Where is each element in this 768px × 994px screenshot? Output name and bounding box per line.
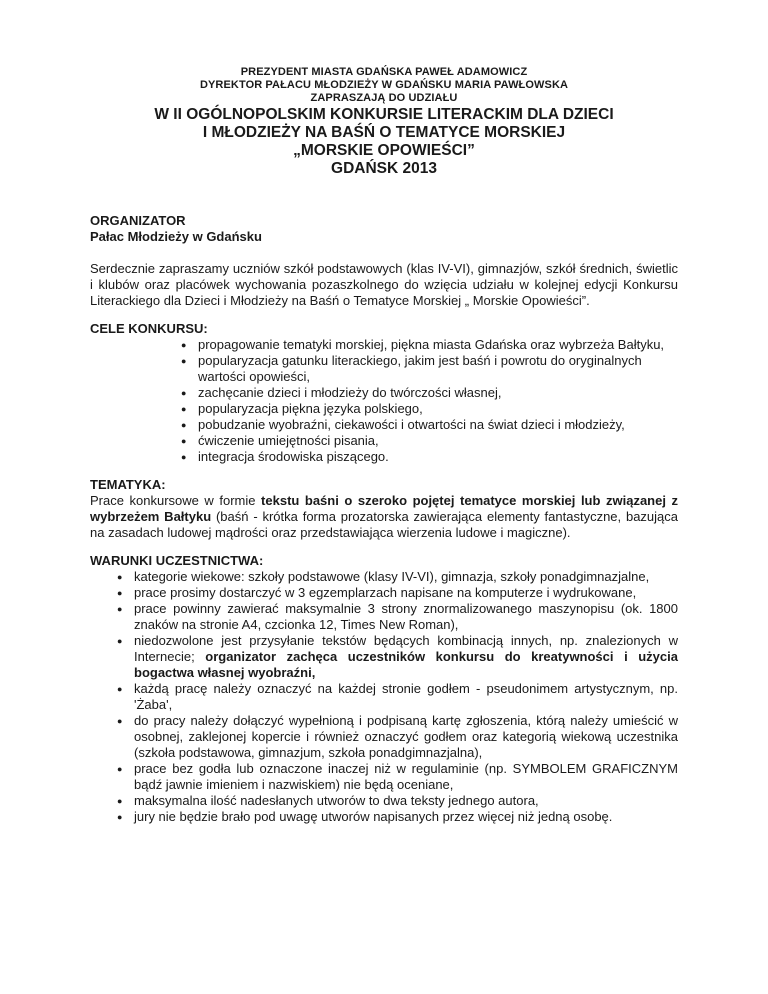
organizer-name: Pałac Młodzieży w Gdańsku (90, 229, 262, 244)
theme-text-2: (baśń - krótka forma prozatorska zawierająca elementy fantastyczne, bazująca na zasadach ludowej mądrości oraz przedstawiająca wierzenia ludowe i magiczne). (90, 509, 679, 540)
bullet-icon: ● (181, 420, 187, 430)
goal-text: integracja środowiska piszącego. (198, 449, 389, 464)
condition-text: niedozwolone jest przysyłanie tekstów będących kombinacją innych, np. znalezionych w Internecie; (134, 633, 678, 664)
contest-title-line-3: „MORSKIE OPOWIEŚCI” (293, 142, 475, 159)
list-item (181, 449, 678, 465)
bullet-icon: ● (117, 636, 123, 646)
list-item (117, 793, 678, 809)
theme-heading: TEMATYKA: (90, 477, 166, 492)
bullet-icon: ● (181, 436, 187, 446)
list-item (181, 353, 678, 385)
bullet-icon: ● (117, 764, 123, 774)
bullet-icon: ● (117, 588, 123, 598)
goal-text: propagowanie tematyki morskiej, piękna miasta Gdańska oraz wybrzeża Bałtyku, (198, 337, 665, 352)
theme-text-1: Prace konkursowe w formie (90, 493, 262, 508)
contest-title-line-4: GDAŃSK 2013 (331, 160, 437, 177)
goals-list (90, 337, 678, 465)
list-item (181, 337, 678, 353)
organizer-section (90, 213, 678, 245)
contest-title-line-2: I MŁODZIEŻY NA BAŚŃ O TEMATYCE MORSKIEJ (202, 124, 566, 141)
list-item (117, 809, 678, 825)
condition-text: każdą pracę należy oznaczyć na każdej stronie godłem - pseudonimem artystycznym, np. 'Żaba', (134, 681, 678, 712)
list-item (181, 433, 678, 449)
goal-text: pobudzanie wyobraźni, ciekawości i otwartości na świat dzieci i młodzieży, (198, 417, 625, 432)
list-item (181, 401, 678, 417)
contest-title-line-1: W II OGÓLNOPOLSKIM KONKURSIE LITERACKIM DLA DZIECI (154, 106, 614, 123)
condition-text: prace prosimy dostarczyć w 3 egzemplarzach napisane na komputerze i wydrukowane, (134, 585, 637, 600)
bullet-icon: ● (181, 452, 187, 462)
bullet-icon: ● (181, 340, 187, 350)
list-item (117, 569, 678, 585)
condition-text: prace bez godła lub oznaczone inaczej niż w regulaminie (np. SYMBOLEM GRAFICZNYM bądź jawnie imieniem i nazwiskiem) nie będą oceniane, (134, 761, 678, 792)
document-header (90, 66, 678, 177)
bullet-icon: ● (117, 812, 123, 822)
condition-text: prace powinny zawierać maksymalnie 3 strony znormalizowanego maszynopisu (ok. 1800 znaków na stronie A4, czcionka 12, Times New Roman), (134, 601, 678, 632)
theme-text-bold: tekstu baśni o szeroko pojętej tematyce morskiej lub związanej z wybrzeżem Bałtyku (90, 493, 679, 524)
list-item (181, 385, 678, 401)
goals-section (90, 321, 678, 465)
conditions-heading: WARUNKI UCZESTNICTWA: (90, 553, 264, 568)
theme-section (90, 477, 678, 541)
goals-heading: CELE KONKURSU: (90, 321, 208, 336)
bullet-icon: ● (181, 356, 187, 366)
condition-text-bold: organizator zachęca uczestników konkursu do kreatywności i użycia bogactwa własnej wyobraźni, (134, 649, 678, 680)
theme-paragraph (90, 493, 678, 541)
bullet-icon: ● (117, 684, 123, 694)
header-line-invite: ZAPRASZAJĄ DO UDZIAŁU (310, 92, 458, 104)
conditions-list (90, 569, 678, 825)
header-line-director: DYREKTOR PAŁACU MŁODZIEŻY W GDAŃSKU MARIA PAWŁOWSKA (199, 79, 569, 91)
list-item (117, 585, 678, 601)
condition-text: kategorie wiekowe: szkoły podstawowe (klasy IV-VI), gimnazja, szkoły ponadgimnazjalne, (134, 569, 650, 584)
list-item (117, 713, 678, 761)
header-line-president: PREZYDENT MIASTA GDAŃSKA PAWEŁ ADAMOWICZ (240, 66, 528, 78)
bullet-icon: ● (117, 604, 123, 614)
bullet-icon: ● (117, 716, 123, 726)
list-item (117, 601, 678, 633)
conditions-section (90, 553, 678, 825)
list-item (181, 417, 678, 433)
bullet-icon: ● (181, 404, 187, 414)
bullet-icon: ● (117, 572, 123, 582)
list-item (117, 761, 678, 793)
list-item (117, 681, 678, 713)
goal-text: zachęcanie dzieci i młodzieży do twórczości własnej, (198, 385, 502, 400)
bullet-icon: ● (181, 388, 187, 398)
list-item (117, 633, 678, 681)
bullet-icon: ● (117, 796, 123, 806)
condition-text: maksymalna ilość nadesłanych utworów to dwa teksty jednego autora, (134, 793, 539, 808)
condition-text: do pracy należy dołączyć wypełnioną i podpisaną kartę zgłoszenia, którą należy umieścić w osobnej, zaklejonej kopercie i również oznaczyć godłem oraz kategorią wiekową uczestnika (szkoła podstawowa, gimnazjum, szkoła ponadgimnazjalna), (134, 713, 678, 760)
condition-text: jury nie będzie brało pod uwagę utworów napisanych przez więcej niż jedną osobę. (134, 809, 613, 824)
organizer-heading: ORGANIZATOR (90, 213, 186, 228)
goal-text: popularyzacja gatunku literackiego, jakim jest baśń i powrotu do oryginalnych wartości opowieści, (198, 353, 642, 384)
goal-text: popularyzacja piękna języka polskiego, (198, 401, 423, 416)
goal-text: ćwiczenie umiejętności pisania, (198, 433, 379, 448)
intro-paragraph: Serdecznie zapraszamy uczniów szkół podstawowych (klas IV-VI), gimnazjów, szkół średnich, świetlic i klubów oraz placówek wychowania pozaszkolnego do wzięcia udziału w kolejnej edycji Konkursu Literackiego dla Dzieci i Młodzieży na Baśń o Tematyce Morskiej „ Morskie Opowieści”. (90, 261, 678, 308)
